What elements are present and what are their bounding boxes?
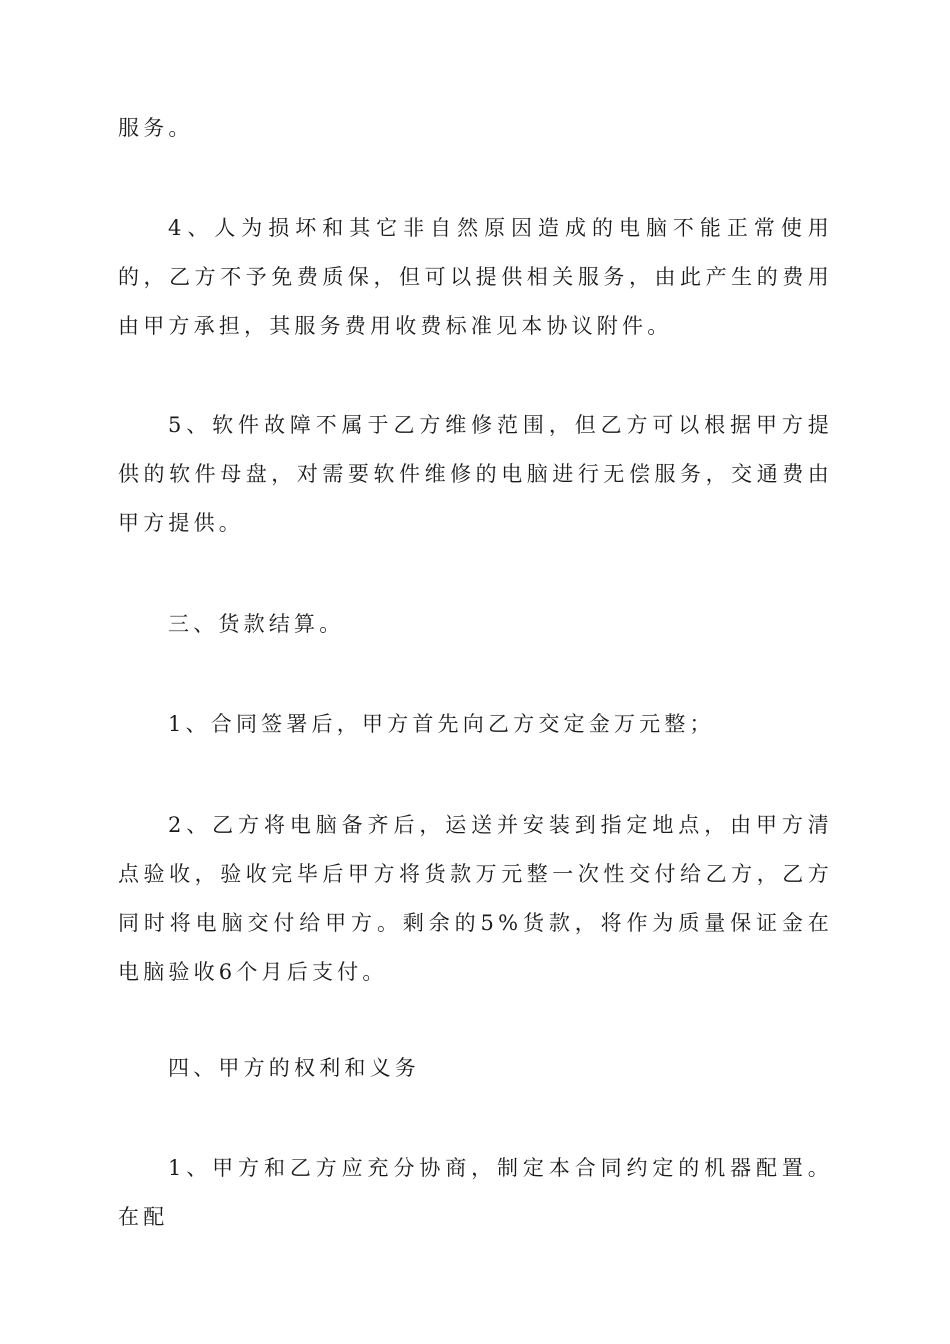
paragraph-payment-2: 2、乙方将电脑备齐后，运送并安装到指定地点，由甲方清点验收，验收完毕后甲方将货款万元整一次性交付给乙方，乙方同时将电脑交付给甲方。剩余的5%货款，将作为质量保证金在电脑验收6个月后支付。 xyxy=(118,813,833,984)
paragraph-party-a-1: 1、甲方和乙方应充分协商，制定本合同约定的机器配置。在配 xyxy=(118,1156,833,1229)
paragraph-clause-5: 5、软件故障不属于乙方维修范围，但乙方可以根据甲方提供的软件母盘，对需要软件维修的电脑进行无偿服务，交通费由甲方提供。 xyxy=(118,413,833,535)
paragraph-payment-1: 1、合同签署后，甲方首先向乙方交定金万元整； xyxy=(168,712,715,736)
paragraph-clause-4: 4、人为损坏和其它非自然原因造成的电脑不能正常使用的，乙方不予免费质保，但可以提供相关服务，由此产生的费用由甲方承担，其服务费用收费标准见本协议附件。 xyxy=(118,216,833,338)
paragraph-continuation: 服务。 xyxy=(118,116,194,140)
section-heading-payment: 三、货款结算。 xyxy=(168,612,345,636)
section-heading-party-a-rights: 四、甲方的权利和义务 xyxy=(168,1056,420,1080)
